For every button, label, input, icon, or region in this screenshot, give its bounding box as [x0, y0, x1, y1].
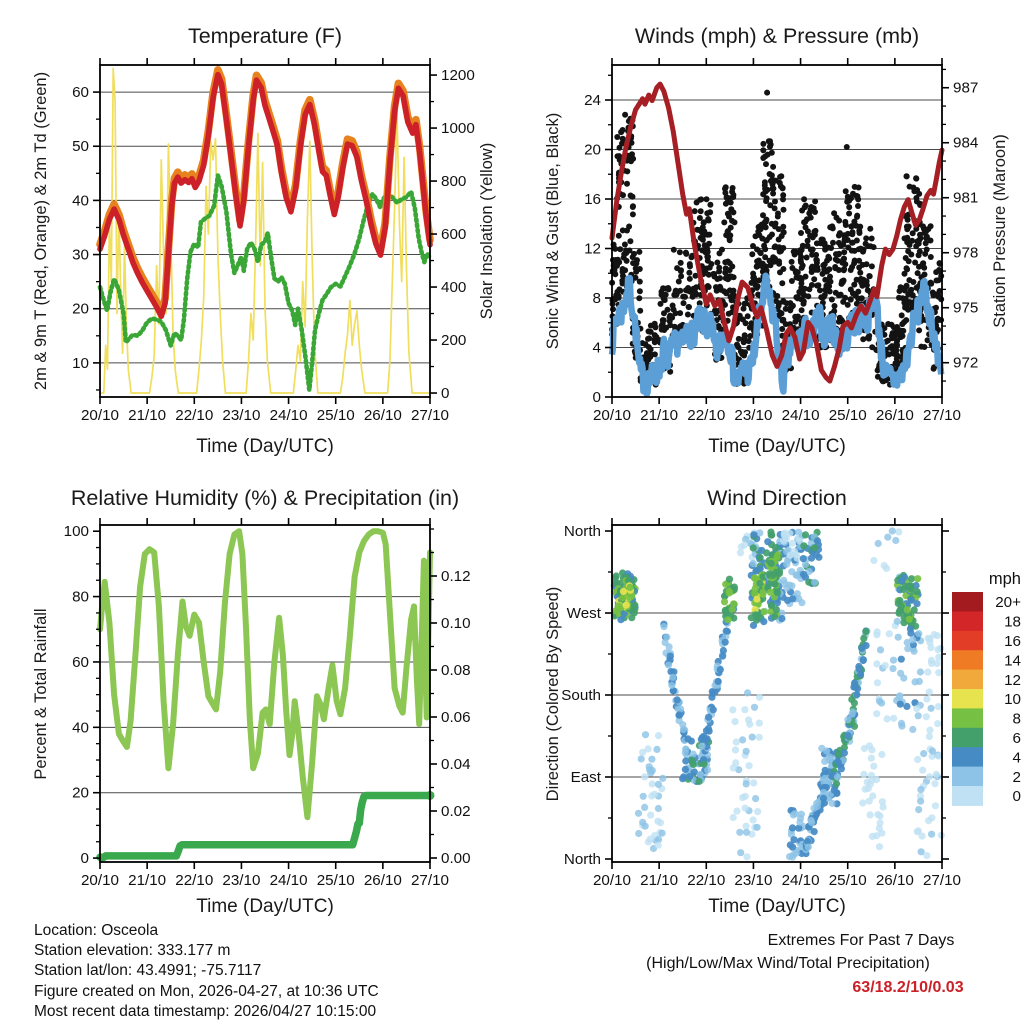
series-relative-humidity — [100, 531, 430, 817]
tick-label: 10 — [1004, 691, 1021, 709]
tick-label: 0.12 — [441, 567, 471, 585]
tick-label: 25/10 — [316, 872, 355, 889]
tick-label: 20/10 — [592, 407, 632, 424]
series-total-rainfall — [100, 791, 435, 857]
tick-label: 25/10 — [316, 407, 355, 424]
tick-label: 23/10 — [222, 872, 261, 889]
tick-label: 10 — [72, 354, 89, 372]
humidity-y-left-title: Percent & Total Rainfall — [32, 608, 50, 780]
speed-colorbar — [952, 570, 1021, 806]
tick-label: 24/10 — [269, 407, 308, 424]
tick-label: 20/10 — [80, 407, 120, 424]
tick-label: 20 — [72, 784, 89, 802]
tick-label: 21/10 — [128, 407, 167, 424]
tick-label: 200 — [441, 332, 467, 350]
most-recent-data-timestamp: Most recent data timestamp: 2026/04/27 10:15:00 — [34, 1002, 377, 1020]
tick-label: 987 — [953, 79, 979, 97]
tick-label: North — [563, 850, 601, 868]
tick-label: 984 — [953, 134, 979, 152]
station-location: Location: Osceola — [34, 922, 159, 939]
tick-label: 30 — [72, 246, 89, 264]
tick-label: 27/10 — [922, 872, 962, 889]
tick-label: 400 — [441, 279, 467, 297]
tick-label: 27/10 — [410, 407, 450, 424]
tick-label: 26/10 — [363, 872, 402, 889]
tick-label: 0.08 — [441, 661, 471, 679]
temperature-x-axis-title: Time (Day/UTC) — [196, 436, 334, 457]
tick-label: 27/10 — [410, 872, 450, 889]
humidity-panel-title: Relative Humidity (%) & Precipitation (in) — [70, 486, 460, 510]
winds-y-right-title: Station Pressure (Maroon) — [991, 134, 1009, 328]
wind-direction-x-axis-title: Time (Day/UTC) — [708, 896, 846, 917]
tick-label: 80 — [72, 588, 89, 606]
tick-label: 2 — [1012, 768, 1021, 786]
tick-label: 0.02 — [441, 803, 471, 821]
tick-label: 8 — [592, 290, 601, 308]
tick-label: 6 — [1012, 730, 1021, 747]
tick-label: 20+ — [995, 594, 1021, 612]
tick-label: 975 — [953, 299, 979, 317]
tick-label: 800 — [441, 173, 467, 191]
tick-label: 25/10 — [828, 872, 867, 889]
tick-label: 40 — [72, 192, 89, 210]
extremes-subtitle: (High/Low/Max Wind/Total Precipitation) — [646, 955, 930, 972]
tick-label: 26/10 — [875, 407, 914, 424]
tick-label: 21/10 — [128, 872, 167, 889]
axes — [72, 58, 475, 424]
tick-label: 0 — [592, 389, 601, 406]
temperature-y-right-title: Solar Insolation (Yellow) — [478, 142, 496, 320]
tick-label: 21/10 — [640, 872, 679, 889]
tick-label: 27/10 — [922, 407, 962, 424]
tick-label: 26/10 — [363, 407, 402, 424]
extremes-value: 63/18.2/10/0.03 — [852, 979, 964, 996]
figure-created-timestamp: Figure created on Mon, 2026-04-27, at 10:36 UTC — [34, 982, 379, 1000]
tick-label: 25/10 — [828, 407, 867, 424]
tick-label: North — [563, 523, 601, 541]
panel-wind_direction — [561, 518, 1021, 889]
tick-label: 4 — [592, 339, 601, 357]
tick-label: South — [561, 687, 601, 705]
tick-label: 24/10 — [781, 872, 820, 889]
tick-label: 1000 — [441, 120, 475, 138]
tick-label: 23/10 — [734, 872, 773, 889]
series-wind-direction-dots — [611, 527, 945, 860]
tick-label: 600 — [441, 226, 467, 244]
gridlines — [612, 613, 942, 777]
tick-label: 0 — [1012, 788, 1021, 806]
station-elevation: Station elevation: 333.177 m — [34, 942, 231, 960]
tick-label: 24 — [584, 92, 601, 110]
tick-label: 12 — [584, 240, 601, 258]
winds-panel-title: Winds (mph) & Pressure (mb) — [634, 24, 920, 48]
tick-label: 0.04 — [441, 756, 471, 774]
axes — [64, 518, 471, 889]
tick-label: 981 — [953, 189, 979, 207]
tick-label: 978 — [953, 244, 979, 262]
tick-label: 26/10 — [875, 872, 914, 889]
tick-label: East — [570, 768, 601, 786]
tick-label: 40 — [72, 719, 89, 737]
tick-label: 16 — [1004, 633, 1021, 650]
tick-label: 20/10 — [80, 872, 120, 889]
station-latlon: Station lat/lon: 43.4991; -75.7117 — [34, 962, 262, 980]
tick-label: 8 — [1012, 710, 1021, 728]
tick-label: 22/10 — [687, 407, 726, 424]
tick-label: 1200 — [441, 67, 475, 85]
panel-winds — [584, 58, 978, 424]
tick-label: 0.00 — [441, 850, 471, 868]
tick-label: 18 — [1004, 613, 1021, 631]
panel-humidity — [64, 518, 471, 889]
tick-label: 20 — [72, 300, 89, 318]
tick-label: 22/10 — [175, 407, 214, 424]
temperature-panel-title: Temperature (F) — [187, 24, 343, 48]
tick-label: mph — [988, 570, 1021, 588]
tick-label: 50 — [72, 138, 89, 156]
station-metadata — [34, 921, 379, 1022]
tick-label: 16 — [584, 191, 601, 209]
tick-label: 23/10 — [222, 407, 261, 424]
tick-label: 60 — [72, 84, 89, 102]
tick-label: 14 — [1004, 652, 1021, 670]
tick-label: 100 — [63, 523, 89, 541]
tick-label: 12 — [1004, 671, 1021, 689]
tick-label: 0 — [441, 385, 450, 403]
winds-y-left-title: Sonic Wind & Gust (Blue, Black) — [544, 112, 562, 350]
extremes-title: Extremes For Past 7 Days — [767, 932, 955, 949]
tick-label: 22/10 — [175, 872, 214, 889]
tick-label: 20 — [584, 141, 601, 159]
tick-label: 20/10 — [592, 872, 632, 889]
tick-label: 24/10 — [269, 872, 308, 889]
wind-direction-panel-title: Wind Direction — [707, 486, 847, 510]
tick-label: West — [566, 605, 601, 623]
winds-x-axis-title: Time (Day/UTC) — [708, 436, 846, 457]
tick-label: 21/10 — [640, 407, 679, 424]
gridlines — [100, 597, 430, 793]
panel-temperature — [72, 58, 475, 424]
tick-label: 24/10 — [781, 407, 820, 424]
wind-direction-y-left-title: Direction (Colored By Speed) — [544, 586, 562, 802]
humidity-x-axis-title: Time (Day/UTC) — [196, 896, 334, 917]
tick-label: 23/10 — [734, 407, 773, 424]
tick-label: 4 — [1012, 749, 1021, 767]
tick-label: 972 — [953, 354, 979, 372]
temperature-y-left-title: 2m & 9m T (Red, Orange) & 2m Td (Green) — [32, 71, 50, 391]
tick-label: 0 — [80, 850, 89, 868]
tick-label: 0.06 — [441, 709, 471, 727]
tick-label: 60 — [72, 653, 89, 671]
tick-label: 0.10 — [441, 614, 471, 632]
tick-label: 22/10 — [687, 872, 726, 889]
